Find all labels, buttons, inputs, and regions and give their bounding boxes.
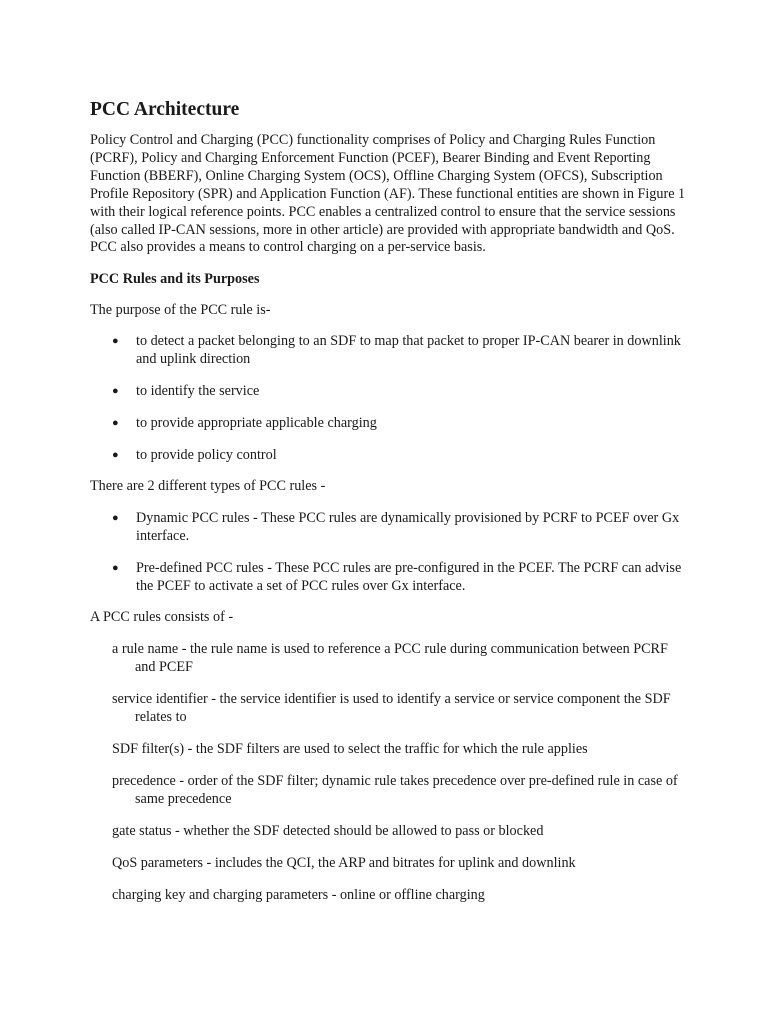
list-item — [90, 414, 690, 432]
list-item: precedence - order of the SDF filter; dynamic rule takes precedence over pre-defined rule in case of same precedence — [112, 773, 678, 808]
list-item-text: Dynamic PCC rules - These PCC rules are dynamically provisioned by PCRF to PCEF over Gx interface. — [136, 510, 680, 545]
list-item-text: to provide policy control — [136, 447, 277, 464]
types-list — [90, 509, 690, 595]
bullet-icon: ● — [112, 335, 119, 348]
list-item: charging key and charging parameters - online or offline charging — [112, 887, 485, 904]
document-page — [90, 98, 690, 904]
list-item: a rule name - the rule name is used to reference a PCC rule during communication between PCRF and PCEF — [112, 641, 668, 676]
bullet-icon: ● — [112, 385, 119, 398]
list-item-text: Pre-defined PCC rules - These PCC rules are pre-configured in the PCEF. The PCRF can advise the PCEF to activate a set of PCC rules over Gx interface. — [136, 560, 682, 595]
list-item — [90, 332, 690, 368]
list-item-text: to identify the service — [136, 383, 260, 400]
list-item: QoS parameters - includes the QCI, the ARP and bitrates for uplink and downlink — [112, 855, 576, 872]
bullet-icon: ● — [112, 449, 119, 462]
list-item — [90, 559, 690, 595]
purpose-lead: The purpose of the PCC rule is- — [90, 302, 271, 319]
bullet-icon: ● — [112, 512, 119, 525]
consists-list — [90, 640, 690, 904]
list-item — [90, 446, 690, 464]
types-lead: There are 2 different types of PCC rules - — [90, 478, 326, 495]
list-item-text: to provide appropriate applicable charging — [136, 415, 377, 432]
page-title: PCC Architecture — [90, 99, 240, 120]
intro-paragraph: Policy Control and Charging (PCC) functionality comprises of Policy and Charging Rules Function (PCRF), Policy and Charging Enforcement Function (PCEF), Bearer Binding and Event Reporting Function (BBERF), Online Charging System (OCS), Offline Charging System (OFCS), Subscription Profile Repository (SPR) and Application Function (AF). These functional entities are shown in Figure 1 with their logical reference points. PCC enables a centralized control to ensure that the service sessions (also called IP-CAN sessions, more in other article) are provided with appropriate bandwidth and QoS. PCC also provides a means to control charging on a per-service basis. — [90, 132, 686, 256]
list-item-text: to detect a packet belonging to an SDF to map that packet to proper IP-CAN bearer in downlink and uplink direction — [136, 333, 681, 368]
list-item — [90, 382, 690, 400]
list-item: SDF filter(s) - the SDF filters are used to select the traffic for which the rule applies — [112, 741, 588, 758]
section-heading: PCC Rules and its Purposes — [90, 271, 260, 288]
list-item: gate status - whether the SDF detected should be allowed to pass or blocked — [112, 823, 544, 840]
consists-lead: A PCC rules consists of - — [90, 609, 234, 626]
purpose-list — [90, 332, 690, 464]
bullet-icon: ● — [112, 417, 119, 430]
list-item: service identifier - the service identifier is used to identify a service or service component the SDF relates to — [112, 691, 671, 726]
bullet-icon: ● — [112, 562, 119, 575]
list-item — [90, 509, 690, 545]
